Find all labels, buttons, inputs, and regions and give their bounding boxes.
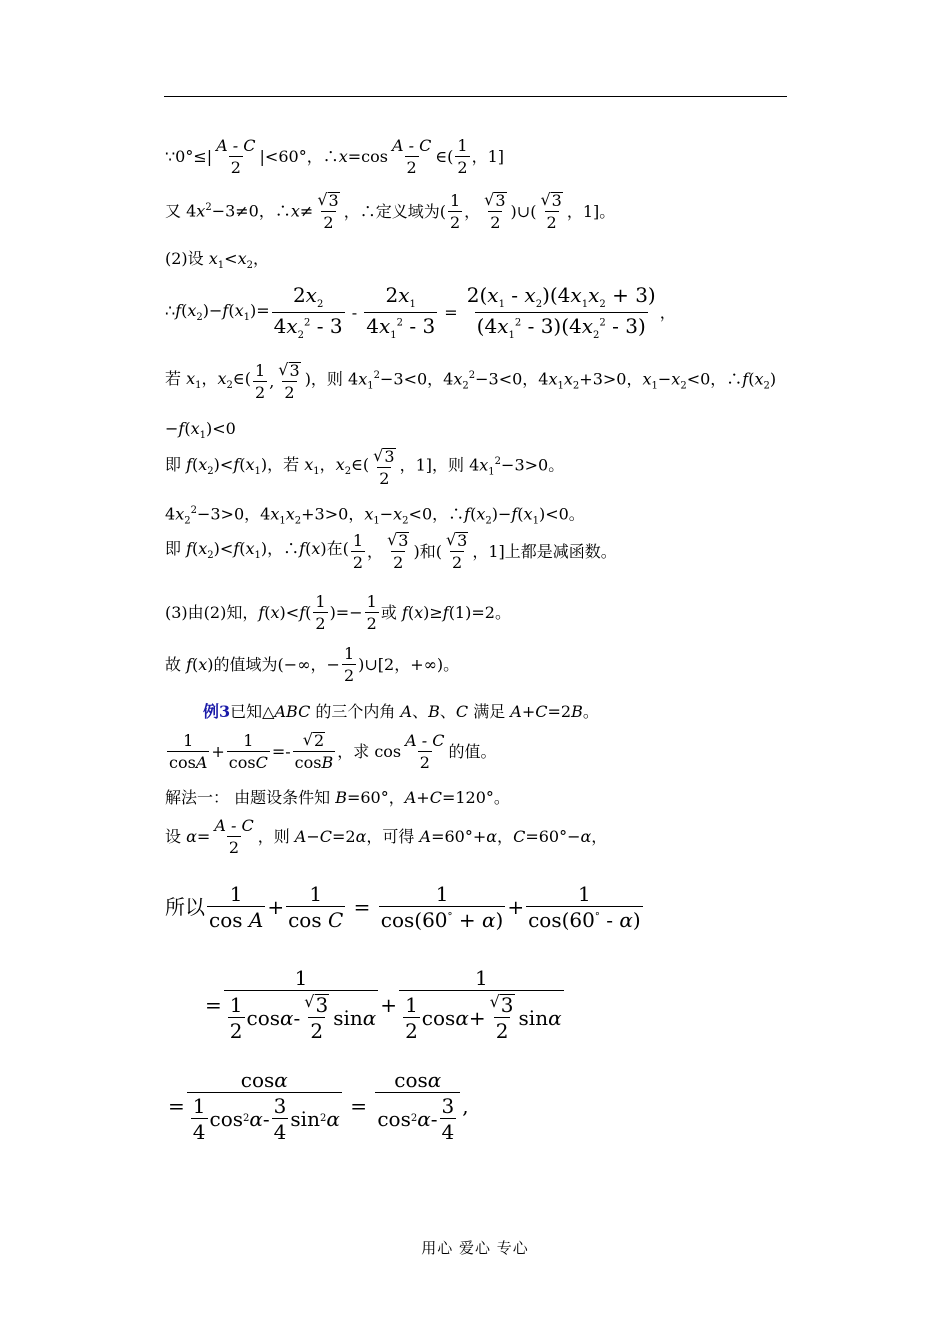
text-line-9: (3)由(2)知，f(x)<f( $\frac{1}{2}$ )=− $\frac{1}{2}$ 或 f(x)≥f(1)=2。 <box>165 592 511 633</box>
text-line-2: 又 $4x^2-3\ne 0$，∴x≠ √ 3 2 ，∴定义域为( $\frac{1}{2}$ ， √ 3 2 )∪( √ 3 2 ，1]。 <box>165 190 616 232</box>
text-line-13: 解法一： 由题设条件知 B=60°，A+C=120°。 <box>165 788 510 807</box>
text-line-3: (2)设 $x_1<x_2$， <box>165 249 269 272</box>
header-rule <box>164 96 787 97</box>
page-footer: 用心 爱心 专心 <box>421 1239 529 1257</box>
text-line-4: $\therefore f(x_2)-f(x_1)=$ $\frac{2x_2}{4x_2^2 - 3}$ - $\frac{2x_1}{4x_1^2 - 3}$ = $\frac{2(x_1 - x_2)(4x_1x_2 + 3)}{(4x_1^2 - 3)(4x_2^2 - 3)}$ ， <box>165 283 676 341</box>
text-line-6: 即 $f(x_2)<f(x_1)$，若 $x_1$，$x_2\in$( √ 3 2 ，1]，则 $4x_1^2-3>0$。 <box>165 446 565 488</box>
text-line-5: 若 $x_1$，$x_2\in$( $\frac{1}{2}$ , √ 3 2 )，则 $4x_1^2-3<0$，$4x_2^2-3<0$，$4x_1x_2+3>0$，$x_1-x_2<0$，$\therefore f(x_2)$ <box>165 360 777 402</box>
text-line-1: ∵0°≤| $\frac{A - C}{2}$ |<60°，∴x=cos $\frac{A - C}{2}$ ∈( $\frac{1}{2}$ ，1] <box>165 136 505 177</box>
text-line-15: 所以 $\frac{1}{\text{cos A}}$ + $\frac{1}{\text{cos C}}$ = $\frac{1}{\cos(60^\circ + \alpha)}$ + $\frac{1}{\cos(60^\circ - \alpha)}$ <box>165 882 641 932</box>
text-line-14: 设 α= $\frac{A - C}{2}$ ，则 A−C=2α，可得 A=60°+α，C=60°−α， <box>165 816 608 857</box>
text-line-17: = cosα $\frac{1}{4}$ cos 2 α - $\frac{3}{4}$ sin 2 α = cosα cos 2 α - $\frac{3}{4}$ , <box>168 1068 469 1144</box>
example-label: 例3 <box>203 702 231 721</box>
text-line-12: $\frac{1}{\cos A}$ + $\frac{1}{\cos C}$ =- √ 2 cosB ，求 cos $\frac{A - C}{2}$ 的值。 <box>169 730 497 772</box>
text-line-11: 例3 已知△ABC 的三个内角 A、B、C 满足 A+C=2B。 <box>203 702 599 721</box>
text-line-7: $4x_2^2-3>0$，$4x_1x_2+3>0$，$x_1-x_2<0$，$\therefore f(x_2)-f(x_1)<0$。 <box>165 504 585 527</box>
text-line-5b: $-f(x_1)<0$ <box>165 419 236 442</box>
text-line-8: 即 $f(x_2)<f(x_1)$，∴f(x)在( $\frac{1}{2}$ ， √ 3 2 )和( √ 3 2 ，1]上都是减函数。 <box>165 530 617 572</box>
text-line-16: = 1 $\frac{1}{2}$ cos α - √ 3 2 sin α + 1 $\frac{1}{2}$ cos α + √ 3 2 sin α <box>205 966 562 1043</box>
text-line-10: 故 f(x)的值域为(−∞，− $\frac{1}{2}$ )∪[2，+∞)。 <box>165 644 460 685</box>
